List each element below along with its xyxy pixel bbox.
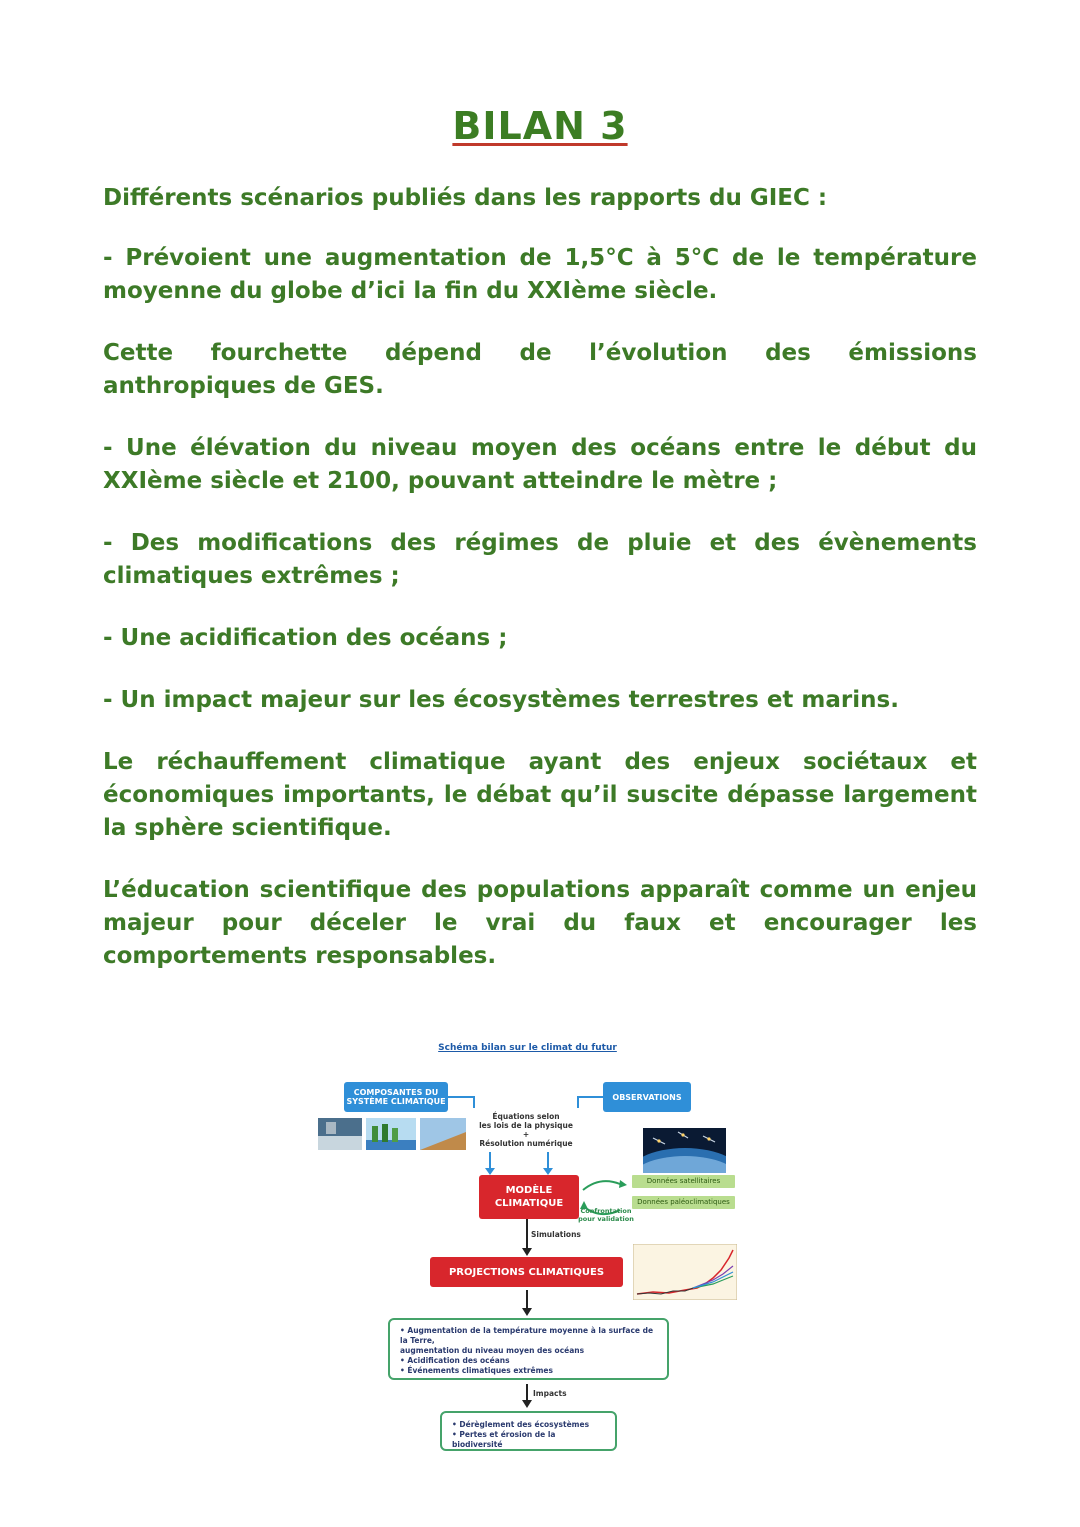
- emissions-paragraph: Cette fourchette dépend de l’évolution des émissions anthropiques de GES.: [103, 340, 977, 399]
- satellite-image: [643, 1128, 726, 1173]
- impact-item: • Dérèglement des écosystèmes: [452, 1420, 590, 1429]
- impacts-box: [440, 1411, 617, 1451]
- validation-line-1: Confrontation: [580, 1207, 632, 1215]
- result-item: • Acidification des océans: [400, 1356, 510, 1365]
- result-item: • Événements climatiques extrêmes: [400, 1366, 553, 1375]
- observations-label: OBSERVATIONS: [612, 1092, 682, 1102]
- diagram-caption[interactable]: Schéma bilan sur le climat du futur: [438, 1043, 617, 1053]
- components-label-1: COMPOSANTES DU: [353, 1088, 439, 1097]
- model-label-2: CLIMATIQUE: [494, 1198, 564, 1209]
- impacts-label: Impacts: [533, 1389, 567, 1398]
- scenario-acidification: - Une acidification des océans ;: [103, 625, 508, 651]
- projection-graph: [633, 1244, 737, 1300]
- paleo-data-tag: Données paléoclimatiques: [632, 1196, 735, 1209]
- components-box: [344, 1082, 448, 1112]
- projections-box: PROJECTIONS CLIMATIQUES: [430, 1257, 623, 1287]
- model-label-1: MODÈLE: [505, 1185, 553, 1196]
- simulations-label: Simulations: [531, 1230, 581, 1239]
- equations-line-2: les lois de la physique: [479, 1121, 573, 1130]
- resolution-label: Résolution numérique: [479, 1139, 573, 1148]
- validation-label: [576, 1207, 636, 1223]
- page-title: BILAN 3: [452, 104, 628, 148]
- components-label-2: SYSTÈME CLIMATIQUE: [346, 1097, 446, 1106]
- climate-system-images: [318, 1118, 466, 1150]
- climate-model-box: [479, 1175, 579, 1219]
- scenario-sea-level: - Une élévation du niveau moyen des océans entre le début du XXIème siècle et 2100, pouvant atteindre le mètre ;: [103, 435, 977, 494]
- equations-line-1: Équations selon: [492, 1112, 560, 1121]
- results-box: [388, 1318, 669, 1380]
- debate-paragraph: Le réchauffement climatique ayant des enjeux sociétaux et économiques importants, le débat qu’il suscite dépasse largement la sphère scientifique.: [103, 749, 977, 841]
- scenario-ecosystems: - Un impact majeur sur les écosystèmes terrestres et marins.: [103, 687, 899, 713]
- observations-box: [603, 1082, 691, 1112]
- impact-item: • Pertes et érosion de la biodiversité: [452, 1430, 556, 1449]
- validation-line-2: pour validation: [578, 1215, 634, 1223]
- equations-label: [474, 1112, 578, 1148]
- scenario-temperature: - Prévoient une augmentation de 1,5°C à 5°C de le température moyenne du globe d’ici la fin du XXIème siècle.: [103, 245, 977, 304]
- result-item: augmentation du niveau moyen des océans: [400, 1346, 585, 1355]
- satellite-data-tag: Données satellitaires: [632, 1175, 735, 1188]
- plus-sign: +: [522, 1130, 530, 1139]
- result-item: • Augmentation de la température moyenne à la surface de la Terre,: [400, 1326, 654, 1345]
- scenario-rain: - Des modifications des régimes de pluie et des évènements climatiques extrêmes ;: [103, 530, 977, 589]
- education-paragraph: L’éducation scientifique des populations apparaît comme un enjeu majeur pour déceler le vrai du faux et encourager les comportements responsables.: [103, 877, 977, 969]
- intro-paragraph: Différents scénarios publiés dans les rapports du GIEC :: [103, 185, 828, 211]
